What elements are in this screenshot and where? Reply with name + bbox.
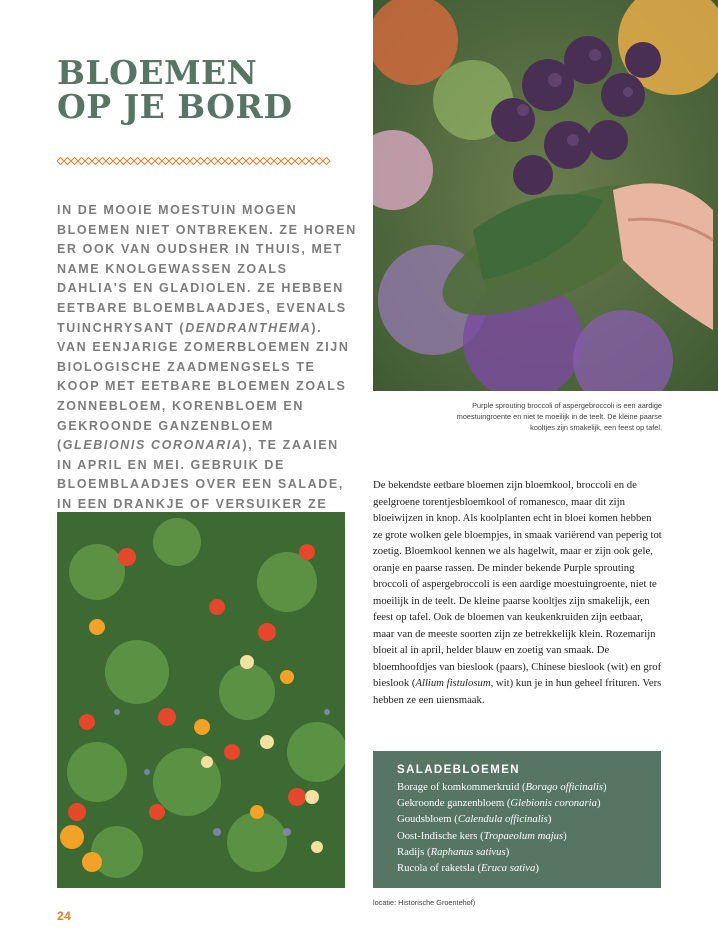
salad-flowers-box	[373, 751, 661, 888]
page-title	[57, 53, 293, 126]
intro-text-3: ), TE ZAAIEN IN APRIL EN MEI. GEBRUIK DE BLOEMBLAADJES OVER EEN SALADE, IN EEN DRANKJE OF VERSUIKER ZE	[57, 438, 344, 511]
list-item: Gekroonde ganzenbloem (Glebionis coronaria)	[397, 797, 601, 810]
intro-paragraph	[57, 201, 357, 554]
list-item: Goudsbloem (Calendula officinalis)	[397, 813, 552, 826]
list-item: Borage of komkommerkruid (Borago officinalis)	[397, 781, 607, 793]
broccoli-photo-caption: Purple sprouting broccoli of aspergebroccoli is een aardige moestuingroente en niet te moeilijk in de teelt. De kleine paarse kooltjes zijn smakelijk, een feest op tafel.	[456, 401, 662, 432]
body-text-1: De bekendste eetbare bloemen zijn bloemkool, broccoli en de geelgroene torentjesbloemkool of romanesco, maar dit zijn bloeiwijzen in knop. Als koolplanten echt in bloei komen hebben ze grote wolken gele bloempjes, in smaak variërend van peperig tot zoetig. Bloemkool kennen we als hagelwit, maar er zijn ook gele, oranje en paarse rassen. De minder bekende Purple sprouting broccoli of aspergebroccoli is een aardige moestuingroente, niet te moeilijk in de teelt. De kleine paarse kooltjes zijn smakelijk, een feest op tafel. Ook de bloemen van keukenkruiden zijn eetbaar, maar van de meeste soorten zijn ze betrekkelijk klein. Rozemarijn bloeit al in april, helder blauw en zoetig van smaak. De bloemhoofdjes van bieslook (paars), Chinese bieslook (wit) en grof bieslook (	[373, 479, 662, 689]
body-paragraph	[373, 477, 663, 708]
item-latin: Glebionis coronaria	[510, 797, 597, 810]
item-name: Oost-Indische kers	[397, 829, 478, 842]
item-name: Gekroonde ganzenbloem	[397, 797, 505, 810]
item-name: Rucola of raketsla	[397, 862, 475, 875]
flowers-photo	[57, 512, 345, 888]
intro-italic-1: DENDRANTHEMA	[185, 320, 312, 335]
body-text-2: , wit) kun je in hun geheel frituren. Vers hebben ze een uiensmaak.	[373, 677, 662, 706]
body-italic-1: Allium fistulosum	[415, 677, 491, 689]
title-line-2: OP JE BORD	[57, 87, 293, 126]
diamond-divider	[57, 156, 335, 166]
salad-box-title: SALADEBLOEMEN	[397, 764, 520, 776]
item-latin: Eruca sativa	[481, 862, 536, 875]
item-name: Goudsbloem	[397, 813, 452, 826]
item-name: Radijs	[397, 845, 425, 858]
item-latin: Raphanus sativus	[430, 845, 506, 858]
list-item: Rucola of raketsla (Eruca sativa)	[397, 862, 539, 875]
intro-text-1: IN DE MOOIE MOESTUIN MOGEN BLOEMEN NIET ONTBREKEN. ZE HOREN ER OOK VAN OUDSHER IN THUIS, MET NAME KNOLGEWASSEN ZOALS DAHLIA'S EN GLADIOLEN. ZE HEBBEN EETBARE BLOEMBLAADJES, EVENALS TUINCHRYSANT (	[57, 203, 357, 335]
list-item: Radijs (Raphanus sativus)	[397, 845, 510, 858]
intro-text-2: ). VAN EENJARIGE ZOMERBLOEMEN ZIJN BIOLOGISCHE ZAADMENGSELS TE KOOP MET EETBARE BLOEMEN ZOALS ZONNEBLOEM, KORENBLOEM EN GEKROONDE GANZENBLOEM (	[57, 320, 350, 453]
item-latin: Tropaeolum majus	[483, 829, 564, 842]
item-latin: Calendula officinalis	[457, 813, 548, 826]
broccoli-photo	[373, 0, 718, 391]
salad-list	[397, 779, 641, 876]
item-latin: Borago officinalis	[525, 781, 604, 793]
list-item: Oost-Indische kers (Tropaeolum majus)	[397, 829, 567, 842]
item-name: Borage of komkommerkruid	[397, 781, 520, 793]
title-line-1: BLOEMEN	[57, 53, 258, 92]
page-number: 24	[57, 909, 72, 923]
intro-italic-2: GLEBIONIS CORONARIA	[62, 438, 243, 453]
location-caption: locatie: Historische Groentehof)	[373, 898, 476, 907]
